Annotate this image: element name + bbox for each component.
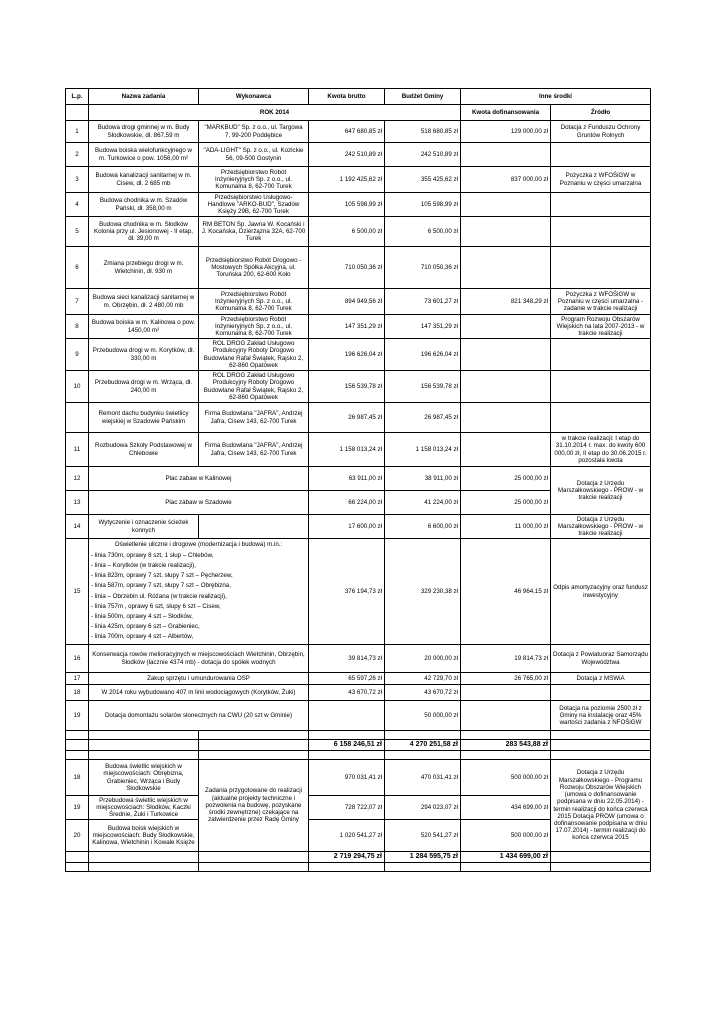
header-contractor: Wykonawca <box>199 89 309 105</box>
totals-row: 2 719 294,75 zł 1 284 595,75 zł 1 434 699,00 zł <box>66 852 651 863</box>
investments-table <box>65 88 651 872</box>
header-gross: Kwota brutto <box>309 89 385 105</box>
table-row: 2 Budowa boiska wielofunkcyjnego w m. Turkowice o pow. 1056,00 m² "ADA-LIGHT" Sp. z o.o., ul. Kozickie 56, 09-500 Gostynin 242 510,89 zł 242 510,89 zł <box>66 143 651 167</box>
header-row <box>66 89 651 105</box>
table-row: 12 Plac zabaw w Kalinowej 63 911,00 zł 38 911,00 zł 25 000,00 zł Dotacja z Urzędu Marszałkowskiego - PROW - w trakcie realizacji <box>66 467 651 491</box>
lighting-description: Oświetlenie uliczne i drogowe (modernizacja i budowa) m.in.: - linia 730m, oprawy 8 szt, 1 słup – Chlebów, - linia – Korytków (w trakcie realizacji), - linia 823m, oprawy 7 szt, słupy 7 szt – Pęcherzew, - linia 587m, oprawy 7 szt, słupy 7 szt – Obrębizna, - linia – Obrzebin ul. Różana (w trakcie realizacji), - linia 757m , oprawy 6 szt, słupy 6 szt – Cisew, - linia 500m, oprawy 4 szt – Słodków, - linia 425m, oprawy 6 szt – Grabieniec, - linia 700m, oprawy 4 szt – Albertów, <box>89 539 309 645</box>
planned-row: 19 Przebudowa świetlic wiejskich w miejscowościach: Słodków, Kaczki Średnie, Żuki i Turkowice 728 722,07 zł 294 023,07 zł 434 699,00 zł <box>66 796 651 820</box>
planned-contractor-note: Zadania przygotowane do realizacji (aktualne projekty techniczne i pozwolenia na budowę, pozyskane środki zewnętrzne) czekające na zatwierdzenie przez Radę Gminy <box>199 760 309 852</box>
spacer-row <box>66 731 651 740</box>
planned-source-note: Dotacja z Urzędu Marszałkowskiego - Programu Rozwoju Obszarów Wiejskich (umowa o dofinansowanie podpisana w dniu 22.05.2014) - termin realizacji do końca czerwca 2015 Dotacja PROW (umowa o dofinansowanie podpisana w dniu 17.07.2014) - termin realizacji do końca czerwca 2015 <box>551 760 651 852</box>
planned-row: 20 Budowa boisk wiejskich w miejscowościach: Budy Słodkowskie, Kalinowa, Wietchinin i Kowale Księże 1 020 541,27 zł 520 541,27 zł 500 000,00 zł <box>66 820 651 852</box>
header-lp: L.p. <box>66 89 89 105</box>
header-source: Źródło <box>551 105 651 121</box>
table-row: 1 Budowa drogi gminnej w m. Budy Słodkowskie, dł. 867,59 m "MARKBUD" Sp. z o.o., ul. Targowa 7, 99-200 Poddębice 647 680,85 zł 518 680,85 zł 129 000,00 zł Dotacja z Funduszu Ochrony Gruntów Rolnych <box>66 121 651 143</box>
table-row: 8 Budowa boiska w m. Kalinowa o pow. 1450,00 m² Przedsiębiorstwo Robót Inżynieryjnych Sp. z o.o., ul. Komunalna 8, 62-700 Turek 147 351,29 zł 147 351,29 zł Program Rozwoju Obszarów Wiejskich na lata 2007-2013 - w trakcie realizacji <box>66 315 651 339</box>
header-name: Nazwa zadania <box>89 89 199 105</box>
planned-row: 18 Budowa świetlic wiejskich w miejscowościach: Obrębizna, Grabieniec, Wrząca i Budy Słodkowskie Zadania przygotowane do realizacji (aktualne projekty techniczne i pozwolenia na budowę, pozyskane środki zewnętrzne) czekające na zatwierdzenie przez Radę Gminy 970 031,41 zł 470 031,41 zł 500 000,00 zł Dotacja z Urzędu Marszałkowskiego - Programu Rozwoju Obszarów Wiejskich (umowa o dofinansowanie podpisana w dniu 22.05.2014) - termin realizacji do końca czerwca 2015 Dotacja PROW (umowa o dofinansowanie podpisana w dniu 17.07.2014) - termin realizacji do końca czerwca 2015 <box>66 760 651 796</box>
table-row: 11 Rozbudowa Szkoły Podstawowej w Chlebowie Firma Budowlana "JAFRA", Andrzej Jafra, Cisew 143, 62-700 Turek 1 158 013,24 zł 1 158 013,24 zł w trakcie realizacji: I etap do 31.10.2014 r. max. do kwoty 600 000,00 zł, II etap do 30.06.2015 r. pozostała kwota <box>66 433 651 467</box>
table-row: 9 Przebudowa drogi w m. Korytków, dł. 330,00 m ROL DROG Zakład Usługowo Produkcyjny Roboty Drogowo Budowlane Rafał Świątek, Rajsko 2, 62-860 Opatówek 196 626,04 zł 196 626,04 zł <box>66 339 651 371</box>
table-row: 10 Przebudowa drogi w m. Wrząca, dł. 240,00 m ROL DROG Zakład Usługowo Produkcyjny Roboty Drogowo Budowlane Rafał Świątek, Rajsko 2, 62-860 Opatówek 156 539,78 zł 156 539,78 zł <box>66 371 651 403</box>
table-row: 4 Budowa chodnika w m. Szadów Pański, dł. 358,00 m Przedsiębiorstwo Usługowo-Handlowe "ARKO-BUD", Szadów Księży 29B, 62-700 Turek 105 598,99 zł 105 598,99 zł <box>66 193 651 217</box>
section-title: ROK 2014 <box>89 105 461 121</box>
table-row: 7 Budowa sieci kanalizacji sanitarnej w m. Obrzębin, dł. 2 480,00 mb Przedsiębiorstwo Robót Inżynieryjnych Sp. z o.o., ul. Komunalna 8, 62-700 Turek 894 949,56 zł 73 601,27 zł 821 348,29 zł Pożyczka z WFOŚiGW w Poznaniu w części umarzalna - zadanie w trakcie realizacji <box>66 289 651 315</box>
table-row: 14 Wytyczenie i oznaczenie ścieżek konnych 17 600,00 zł 6 600,00 zł 11 000,00 zł Dotacja z Urzędu Marszałkowskiego - PROW - w trakcie realizacji <box>66 515 651 539</box>
table-row: 17 Zakup sprzętu i umundurowania OSP 65 597,26 zł 42 729,70 zł 26 765,00 zł Dotacja z MSWiA <box>66 673 651 685</box>
totals-row: 6 158 246,51 zł 4 270 251,58 zł 283 543,88 zł <box>66 740 651 751</box>
section-row <box>66 105 651 121</box>
table-row: 16 Konserwacja rowów melioracyjnych w miejscowościach Wietchinin, Obrzębin, Słodków (łacznie 4374 mb) - dotacja do spółek wodnych 39 814,73 zł 20 000,00 zł 19 814,73 zł Dotacja z Powiatuoraz Samorządu Województwa <box>66 645 651 673</box>
table-row: 13 Plac zabaw w Szadowie 66 224,00 zł 41 224,00 zł 25 000,00 zł <box>66 491 651 515</box>
header-budget: Budżet Gminy <box>385 89 461 105</box>
table-row: 19 Dotacja domontażu solarów słonecznych na CWU (20 szt w Gminie) 50 000,00 zł Dotacja na poziomie 2500 zł z Gminy na instalację oraz 45% wartości zadania z NFOŚiGW <box>66 701 651 731</box>
table-row: Remont dachu budynku świetlicy wiejskiej w Szadowie Pańskim Firma Budowlana "JAFRA", Andrzej Jafra, Cisew 143, 62-700 Turek 26 987,45 zł 26 987,45 zł <box>66 403 651 433</box>
table-row: 3 Budowa kanalizacji sanitarnej w m. Cisew, dł. 2 685 mb Przedsiębiorstwo Robót Inżynieryjnych Sp. z o.o., ul. Komunalna 8, 62-700 Turek 1 192 425,62 zł 355 425,62 zł 837 000,00 zł Pożyczka z WFOŚiGW w Poznaniu w części umarzalna <box>66 167 651 193</box>
header-other: Inne środki <box>461 89 651 105</box>
table-row: 5 Budowa chodnika w m. Słodków Kolonia przy ul. Jesionowej - II etap, dł. 39,00 m RM BETON Sp. Jawna W. Kocański i J. Kocańska, Dzierżązna 32A, 62-700 Turek 6 500,00 zł 6 500,00 zł <box>66 217 651 247</box>
spacer-row <box>66 863 651 872</box>
table-row: 6 Zmiana przebiegu drogi w m. Wietchinin, dł. 930 m Przedsiębiorstwo Robót Drogowo - Mostowych Spółka Akcyjna, ul. Toruńska 200, 62-600 Koło 710 050,36 zł 710 050,36 zł <box>66 247 651 289</box>
header-cofinancing: Kwota dofinansowania <box>461 105 551 121</box>
table-row: 15 Oświetlenie uliczne i drogowe (modernizacja i budowa) m.in.: - linia 730m, oprawy 8 szt, 1 słup – Chlebów, - linia – Korytków (w trakcie realizacji), - linia 823m, oprawy 7 szt, słupy 7 szt – Pęcherzew, - linia 587m, oprawy 7 szt, słupy 7 szt – Obrębizna, - linia – Obrzebin ul. Różana (w trakcie realizacji), - linia 757m , oprawy 6 szt, słupy 6 szt – Cisew, - linia 500m, oprawy 4 szt – Słodków, - linia 425m, oprawy 6 szt – Grabieniec, - linia 700m, oprawy 4 szt – Albertów, 376 194,73 zł 329 230,38 zł 46 964,15 zł Odpis amortyzacyjny oraz fundusz inwestycyjny <box>66 539 651 645</box>
spacer-row <box>66 751 651 760</box>
table-row: 18 W 2014 roku wybudowano 407 m linii wodociągowych (Korytków, Żuki) 43 670,72 zł 43 670,72 zł <box>66 685 651 701</box>
